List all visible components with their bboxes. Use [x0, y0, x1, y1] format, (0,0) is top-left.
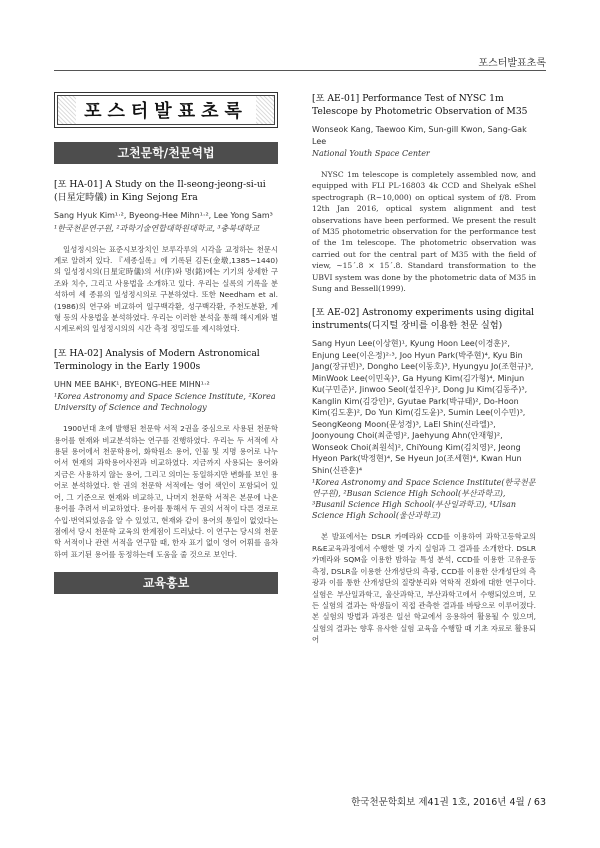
article-authors: Wonseok Kang, Taewoo Kim, Sun-gill Kwon, Sang-Gak Lee [312, 125, 527, 146]
header-rule [54, 70, 546, 71]
article-title: [포 AE-01] Performance Test of NYSC 1m Telescope by Photometric Observation of M35 [312, 93, 528, 117]
article-authors: UHN MEE BAHK¹, BYEONG-HEE MIHN¹·² [54, 379, 210, 389]
article-title: [포 HA-01] A Study on the Il-seong-jeong-si-ui (日星定時儀) in King Sejong Era [54, 179, 266, 203]
article-title: [포 HA-02] Analysis of Modern Astronomical Terminology in the Early 1900s [54, 347, 260, 372]
left-column [54, 92, 278, 608]
article-ha01 [54, 178, 278, 335]
article-abstract: NYSC 1m telescope is completely assembled now, and equipped with FLI PL-16803 4k CCD and Shelyak eShel spectrograph (R~10,000) on optical system of f/8. From 12th Jan 2016, optical system alignment and test observations have been performed. We present the result of M35 photometric observation for the performance test of the 1m telescope. The photometric observation was carried out for the central part of M35 with the field of view, ~15´.8 × 15´.8. Standard transformation to the UBVI system was done by the photometric data of M35 in Sung and Bessell(1999). [312, 170, 536, 294]
article-abstract: 1900년대 초에 발행된 천문학 서적 2권을 중심으로 사용된 천문학 용어를 현재와 비교분석하는 연구를 진행하였다. 우리는 두 서적에 사용된 용어에서 천문학용어, 화학원소 용어, 인물 및 지명 용어로 나누어서 현재의 과학용어사전과 비교하였다. 지금까지 사용되는 용어와 지금은 사용하지 않는 용어, 그리고 의미는 동일하지만 변화를 보인 용어로 분석하였다. 한 권의 천문학 서적에는 영어 색인이 포함되어 있어, 그 기준으로 현재와 비교하고, 나머지 천문학 서적은 본문에 나온 용어를 추려서 비교하였다. 용어를 통해서 두 권의 서적이 다른 경로로 수입·번역되었음을 알 수 있었고, 현재와 같이 용어의 통일이 없었다는 점에서 당시 천문학 교육의 한계점이 드러났다. 이 연구는 당시의 천문학 서적이나 관련 서적을 연구할 때, 한자 표기 없이 영어 어휘를 음차하여 표기된 용어를 동정하는데 도움을 줄 것으로 보인다. [54, 424, 278, 559]
article-ae01 [312, 92, 536, 294]
article-affiliations: ¹Korea Astronomy and Space Science Institute(한국천문연구원), ²Busan Science High School(부산과학고), ³Busanil Science High School(부산일과학고), ⁴Ulsan Science High School(울산과학고) [312, 478, 536, 521]
article-affiliations: ¹Korea Astronomy and Space Science Institute, ²Korea University of Science and Technology [54, 392, 276, 413]
running-header: 포스터발표초록 [478, 58, 546, 69]
article-title: [포 AE-02] Astronomy experiments using digital instruments(디지털 장비를 이용한 천문 실험) [312, 307, 535, 332]
article-affiliations: National Youth Space Center [312, 149, 430, 158]
article-abstract: 일성정시의는 표준시보장치인 보루각루의 시각을 교정하는 천문시계로 알려져 있다. 『세종실록』에 기록된 김돈(金墩,1385~1440)의 일성정시의(日星定時儀)의 서(序)와 명(銘)에는 기기의 상세한 구조와 치수, 그리고 사용법을 소개하고 있다. 우리는 실록의 기록을 분석하여 세 종류의 일성정시의로 구분하였다. 또한 Needham et al. (1986)의 연구와 비교하여 일구백각환, 성구백각환, 주천도분환, 계형 등의 사용법을 분석하였다. 우리는 이러한 분석을 통해 해시계와 별시계로써의 일성정시의의 시간 측정 정밀도를 제시하였다. [54, 244, 278, 334]
right-column [312, 92, 536, 658]
banner-title: 포스터발표초록 [76, 96, 256, 124]
article-abstract: 본 발표에서는 DSLR 카메라와 CCD를 이용하여 과학고등학교의 R&E교육과정에서 수행한 몇 가지 실험과 그 결과를 소개한다. DSLR 카메라와 SQM을 이용한 밤하늘 특성 분석, CCD를 이용한 고유운동 측정, DSLR을 이용한 산개성단의 측광, CCD를 이용한 산개성단의 측광과 이를 통한 산개성단의 질량분리와 역학적 진화에 대한 연구이다. 실험은 부산일과학고, 울산과학고, 부산과학고에서 수행되었으며, 모든 실험의 결과는 학생들이 직접 관측한 결과를 바탕으로 이루어졌다. 본 실험의 방법과 과정은 일선 학교에서 응용하여 활용될 수 있으며, 실험의 결과는 향후 유사한 실험 교육을 수행할 때 기초 자료로 활용되어 [312, 532, 536, 645]
section-header-astronomy-history: 고천문학/천문역법 [54, 142, 278, 164]
article-ha02 [54, 347, 278, 560]
article-authors: Sang Hyun Lee(이상현)¹, Kyung Hoon Lee(이경훈)², Enjung Lee(이은정)²·³, Joo Hyun Park(박주현)⁴, Kyu Bin Jang(장규빈)³, Dongho Lee(이동호)³, Hyungyu Jo(조현규)³, MinWook Lee(이민욱)³, Ga Hyung Kim(김가형)⁴, Minjun Ku(구민준)², Jinwoo Seol(설진우)², Dong Ju Kim(김동주)³, Kanglin Kim(김강인)², Gyutae Park(박규태)², Do-Hoon Kim(김도훈)², Do Yun Kim(김도윤)³, Sumin Lee(이수민)³, SeongKeong Moon(문성경)³, LaEl Shin(신라엘)³, Joonyoung Choi(최준영)², Jaehyung Ahn(안재형)², Wonseok Choi(최원석)², ChiYoung Kim(김치영)², Jeong Hyeon Park(박정현)⁴, Se Hyeun Jo(조세현)⁴, Kwan Hun Shin(신관훈)⁴ [312, 339, 534, 475]
article-ae02 [312, 306, 536, 645]
article-authors: Sang Hyuk Kim¹·², Byeong-Hee Mihn¹·², Lee Yong Sam³ [54, 211, 273, 220]
article-affiliations: ¹한국천문연구원, ²과학기술연합대학원대학교, ³충북대학교 [54, 223, 260, 233]
poster-abstracts-banner [54, 92, 278, 128]
section-header-education: 교육홍보 [54, 572, 278, 594]
page-footer: 한국천문학회보 제41권 1호, 2016년 4월 / 63 [351, 797, 546, 808]
